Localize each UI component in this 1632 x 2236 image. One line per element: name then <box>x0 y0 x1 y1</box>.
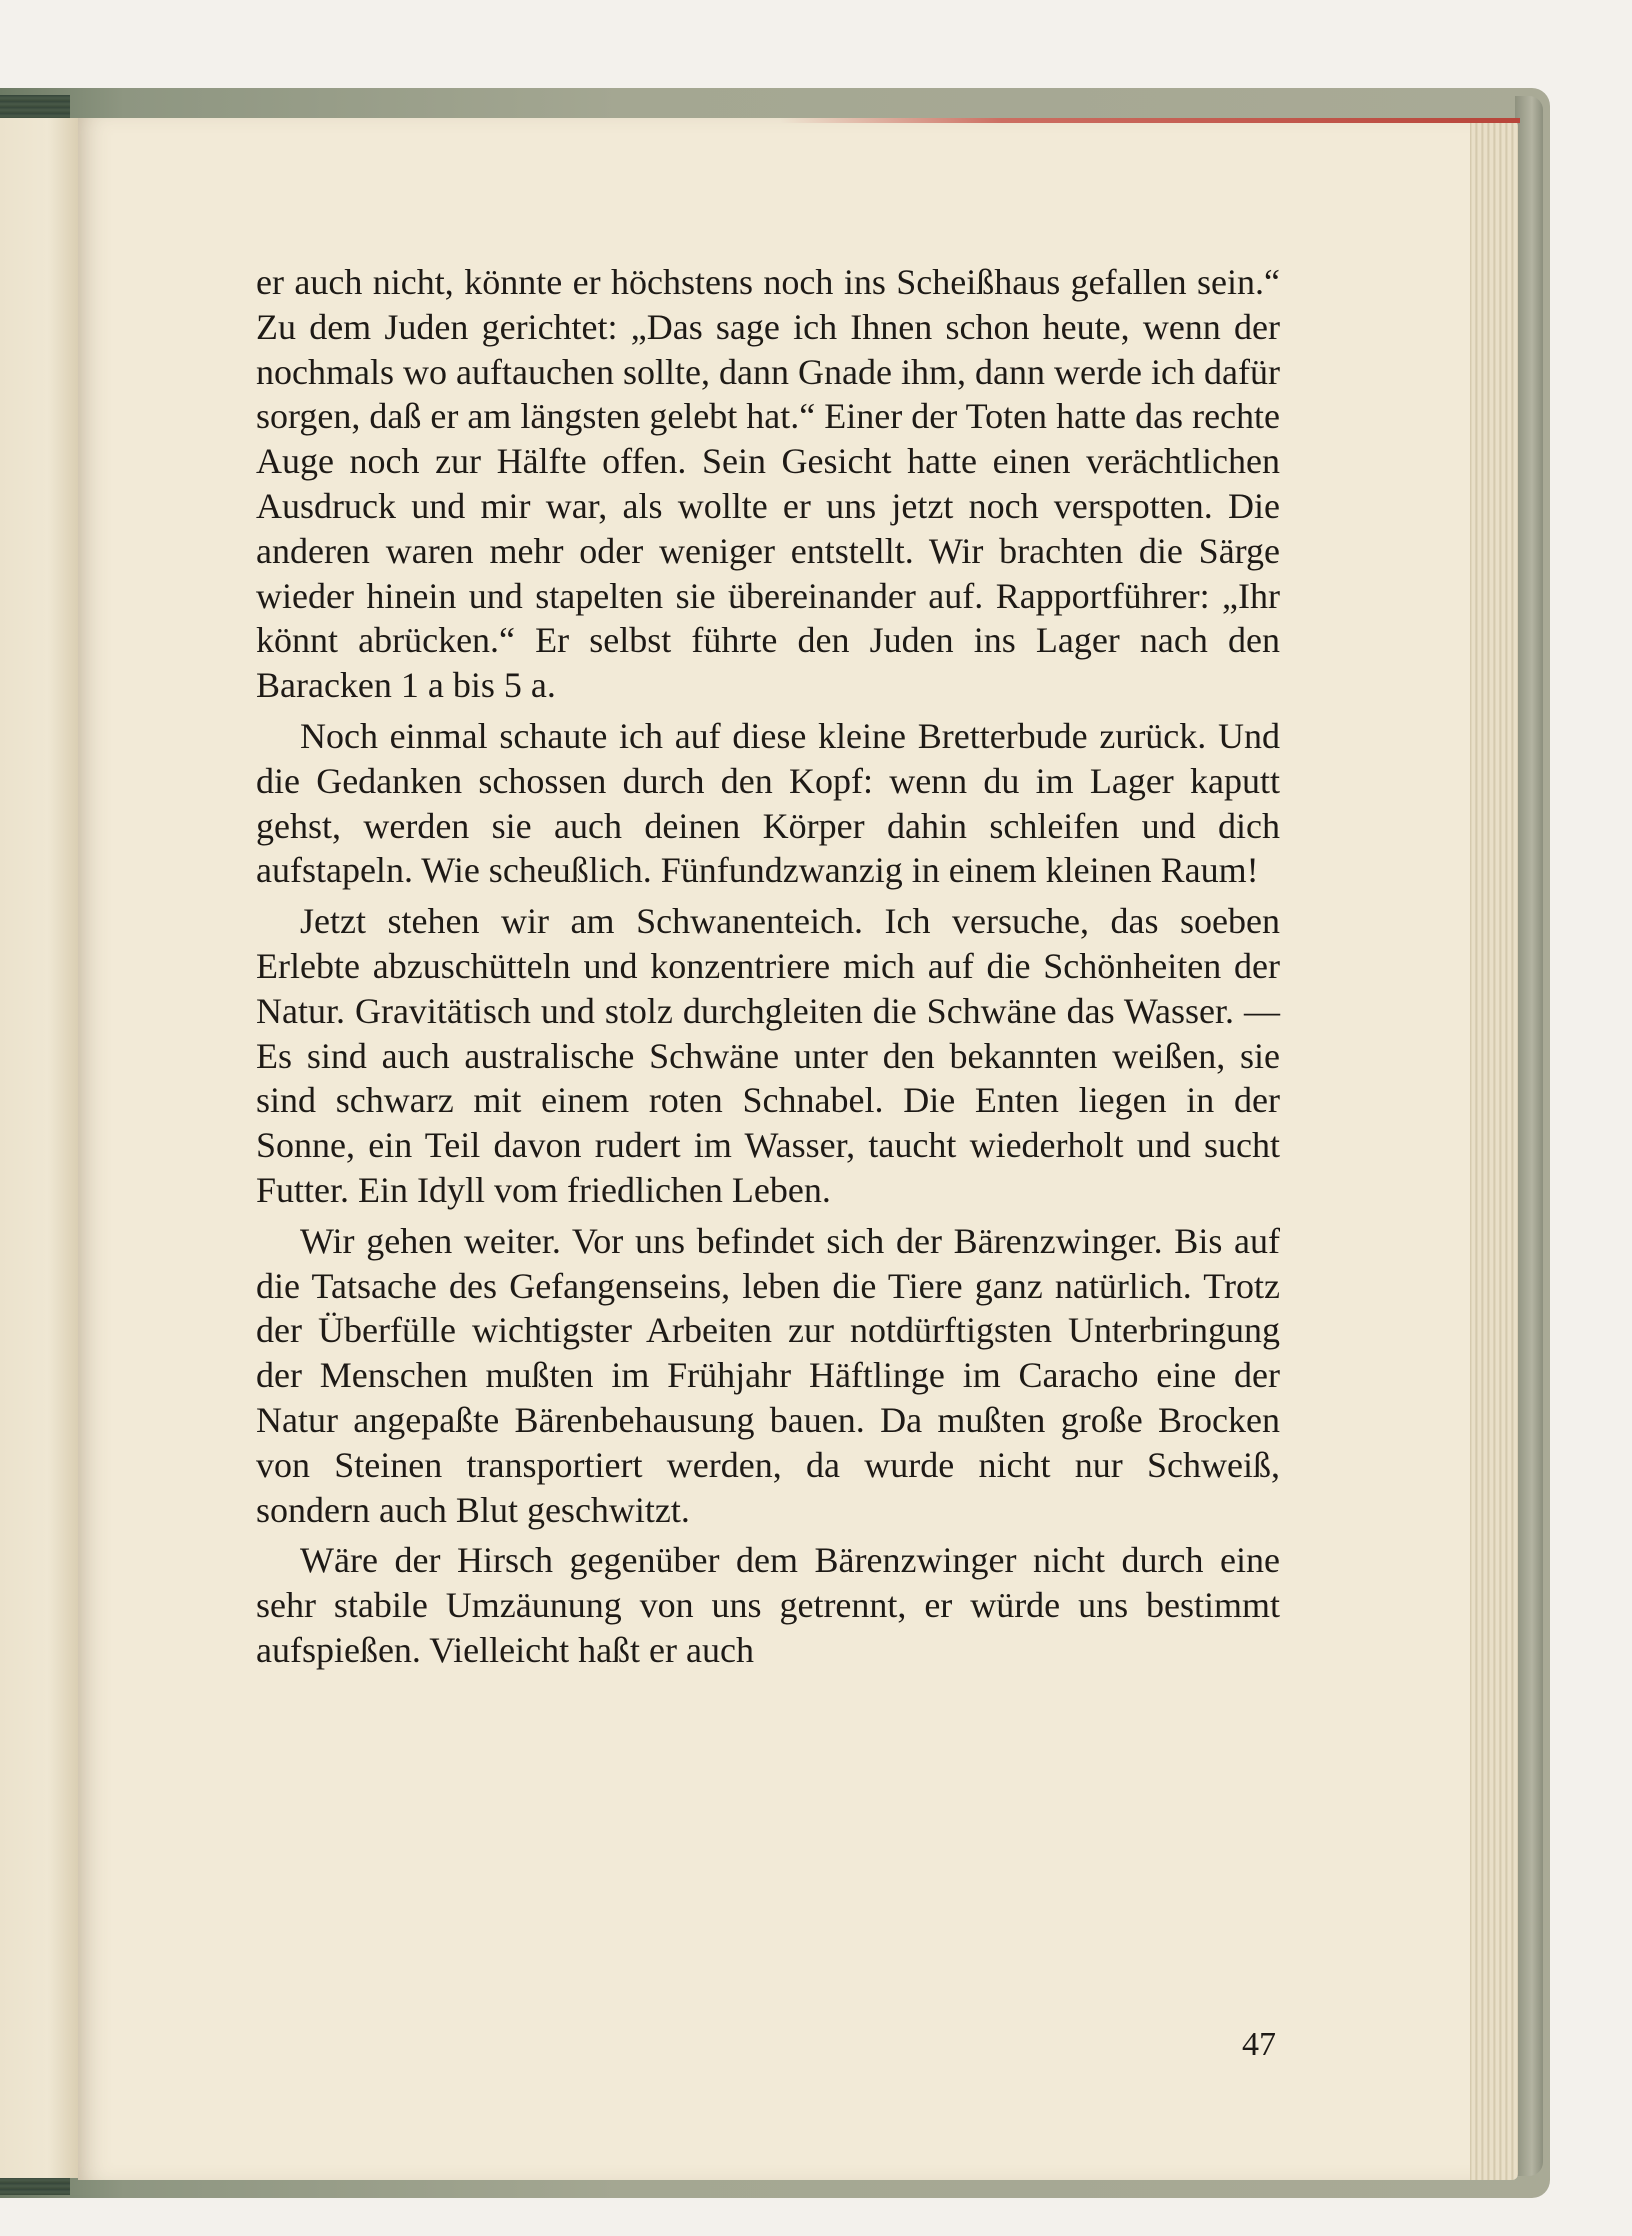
body-text <box>256 260 1280 1679</box>
paragraph-3: Jetzt stehen wir am Schwanenteich. Ich versuche, das soeben Erlebte abzuschütteln und konzentriere mich auf die Schönheiten der Natur. Gravitätisch und stolz durchgleiten die Schwäne das Wasser. — Es sind auch australische Schwäne unter den bekannten weißen, sie sind schwarz mit einem roten Schnabel. Die Enten liegen in der Sonne, ein Teil davon rudert im Wasser, taucht wiederholt und sucht Futter. Ein Idyll vom friedlichen Leben. <box>256 901 1280 1210</box>
paragraph-2: Noch einmal schaute ich auf diese kleine Bretterbude zurück. Und die Gedanken schossen durch den Kopf: wenn du im Lager kaputt gehst, werden sie auch deinen Körper dahin schleifen und dich aufstapeln. Wie scheußlich. Fünfundzwanzig in einem kleinen Raum! <box>256 715 1280 891</box>
paragraph-5: Wäre der Hirsch gegenüber dem Bärenzwinger nicht durch eine sehr stabile Umzäunung von uns getrennt, er würde uns bestimmt aufspießen. Vielleicht haßt er auch <box>256 1540 1280 1670</box>
cover-edge <box>1515 96 1543 2176</box>
page-top-red-edge <box>780 118 1520 123</box>
paragraph-4: Wir gehen weiter. Vor uns befindet sich der Bärenzwinger. Bis auf die Tatsache des Gefangenseins, leben die Tiere ganz natürlich. Trotz der Überfülle wichtigster Arbeiten zur notdürftigsten Unterbringung der Menschen mußten im Frühjahr Häftlinge im Caracho eine der Natur angepaßte Bärenbehausung bauen. Da mußten große Brocken von Steinen transportiert werden, da wurde nicht nur Schweiß, sondern auch Blut geschwitzt. <box>256 1220 1280 1530</box>
paragraph-1: er auch nicht, könnte er höchstens noch ins Scheißhaus gefallen sein.“ Zu dem Juden gerichtet: „Das sage ich Ihnen schon heute, wenn der nochmals wo auftauchen sollte, dann Gnade ihm, dann werde ich dafür sorgen, daß er am längsten gelebt hat.“ Einer der Toten hatte das rechte Auge noch zur Hälfte offen. Sein Gesicht hatte einen verächtlichen Ausdruck und mir war, als wollte er uns jetzt noch verspotten. Die anderen waren mehr oder weniger entstellt. Wir brachten die Särge wieder hinein und stapelten sie übereinander auf. Rapportführer: „Ihr könnt abrücken.“ Er selbst führte den Juden ins Lager nach den Baracken 1 a bis 5 a. <box>256 262 1280 706</box>
page-number: 47 <box>1242 2026 1276 2063</box>
left-page-edge <box>0 118 80 2178</box>
